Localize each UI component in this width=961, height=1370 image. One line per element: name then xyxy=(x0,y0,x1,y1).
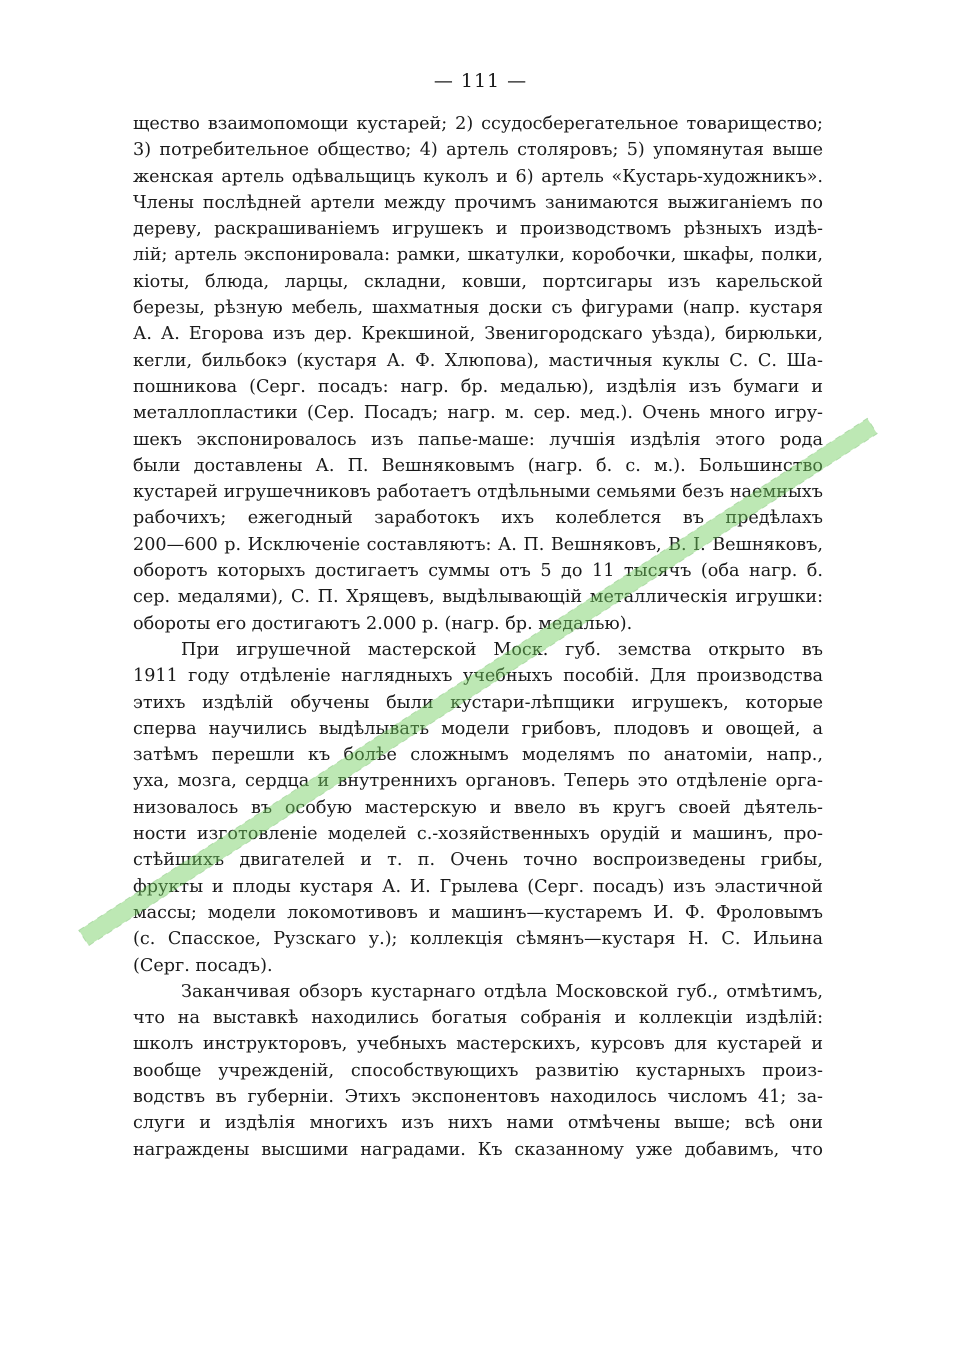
text-line: были доставлены А. П. Вешняковымъ (нагр. б. с. м.). Большинство xyxy=(133,455,823,476)
text-line: 3) потребительное общество; 4) артель столяровъ; 5) упомянутая выше xyxy=(133,140,823,161)
text-line: массы; модели локомотивовъ и машинъ—кустаремъ И. Ф. Фроловымъ xyxy=(133,902,823,923)
text-line: (Серг. посадъ). xyxy=(133,955,273,976)
text-line: награждены высшими наградами. Къ сказанному уже добавимъ, что xyxy=(133,1139,823,1160)
text-line: (с. Спасское, Рузскаго у.); коллекція сѣмянъ—кустаря Н. С. Ильина xyxy=(133,929,823,950)
text-line: оборотъ которыхъ достигаетъ суммы отъ 5 до 11 тысячъ (оба нагр. б. xyxy=(133,561,823,582)
text-line: пошникова (Серг. посадъ: нагр. бр. медалью), издѣлія изъ бумаги и xyxy=(133,376,823,397)
text-line: школъ инструкторовъ, учебныхъ мастерскихъ, курсовъ для кустарей и xyxy=(133,1034,823,1055)
text-line: Заканчивая обзоръ кустарнаго отдѣла Московской губ., отмѣтимъ, xyxy=(181,981,823,1002)
text-line: 200—600 р. Исключеніе составляютъ: А. П. Вешняковъ, В. І. Вешняковъ, xyxy=(133,534,823,555)
text-line: дереву, раскрашиваніемъ игрушекъ и производствомъ рѣзныхъ издѣ- xyxy=(133,219,823,240)
text-line: женская артель одѣвальщицъ куколъ и 6) артель «Кустарь-художникъ». xyxy=(133,166,823,187)
text-line: При игрушечной мастерской Моск. губ. земства открыто въ xyxy=(181,639,823,660)
paragraph-2 xyxy=(133,637,823,979)
paragraph-1 xyxy=(133,111,823,637)
text-line: металлопластики (Сер. Посадъ; нагр. м. сер. мед.). Очень много игру- xyxy=(133,403,823,424)
text-line: шекъ экспонировалось изъ папье-маше: лучшія издѣлія этого рода xyxy=(133,429,823,450)
text-line: низовалось въ особую мастерскую и ввело въ кругъ своей дѣятель- xyxy=(133,797,823,818)
paragraph-3 xyxy=(133,979,823,1163)
text-line: кустарей игрушечниковъ работаетъ отдѣльными семьями безъ наемныхъ xyxy=(133,482,823,503)
text-line: сперва научились выдѣлывать модели грибовъ, плодовъ и овощей, а xyxy=(133,718,823,739)
text-line: щество взаимопомощи кустарей; 2) ссудосберегательное товарищество; xyxy=(133,114,823,134)
text-line: слуги и издѣлія многихъ изъ нихъ нами отмѣчены выше; всѣ они xyxy=(133,1113,823,1134)
text-line: кегли, бильбокэ (кустаря А. Ф. Хлюпова), мастичныя куклы С. С. Ша- xyxy=(133,350,823,371)
text-line: А. А. Егорова изъ дер. Крекшиной, Звенигородскаго уѣзда), бирюльки, xyxy=(133,324,823,345)
text-line: этихъ издѣлій обучены были кустари-лѣпщики игрушекъ, которые xyxy=(133,692,823,713)
text-line: рабочихъ; ежегодный заработокъ ихъ колеблется въ предѣлахъ xyxy=(133,508,823,529)
text-line: 1911 году отдѣленіе наглядныхъ учебныхъ пособій. Для производства xyxy=(133,666,823,687)
text-line: стѣйшихъ двигателей и т. п. Очень точно воспроизведены грибы, xyxy=(133,850,823,871)
text-line: сер. медалями), С. П. Хрящевъ, выдѣлывающій металлическія игрушки: xyxy=(133,587,823,608)
text-line: обороты его достигаютъ 2.000 р. (нагр. бр. медалью). xyxy=(133,613,633,634)
text-line: затѣмъ перешли къ болѣе сложнымъ моделямъ по анатоміи, напр., xyxy=(133,745,823,766)
text-line: ности изготовленіе моделей с.-хозяйственныхъ орудій и машинъ, про- xyxy=(133,824,823,845)
text-line: водствъ въ губерніи. Этихъ экспонентовъ находилось числомъ 41; за- xyxy=(133,1086,823,1107)
text-line: Члены послѣдней артели между прочимъ занимаются выжиганіемъ по xyxy=(133,192,823,213)
page-number: — 111 — xyxy=(433,70,528,92)
text-line: уха, мозга, сердца и внутреннихъ органовъ. Теперь это отдѣленіе орга- xyxy=(133,771,823,792)
text-line: кіоты, блюда, ларцы, складни, ковши, портсигары изъ карельской xyxy=(133,271,823,292)
text-line: что на выставкѣ находились богатыя собранія и коллекціи издѣлій: xyxy=(133,1008,823,1029)
body-text xyxy=(133,111,823,1163)
text-line: березы, рѣзную мебель, шахматныя доски съ фигурами (напр. кустаря xyxy=(133,298,823,319)
text-line: вообще учрежденій, способствующихъ развитію кустарныхъ произ- xyxy=(133,1060,823,1081)
text-line: фрукты и плоды кустаря А. И. Грылева (Серг. посадъ) изъ эластичной xyxy=(133,876,823,897)
text-line: лій; артель экспонировала: рамки, шкатулки, коробочки, шкафы, полки, xyxy=(133,245,823,266)
